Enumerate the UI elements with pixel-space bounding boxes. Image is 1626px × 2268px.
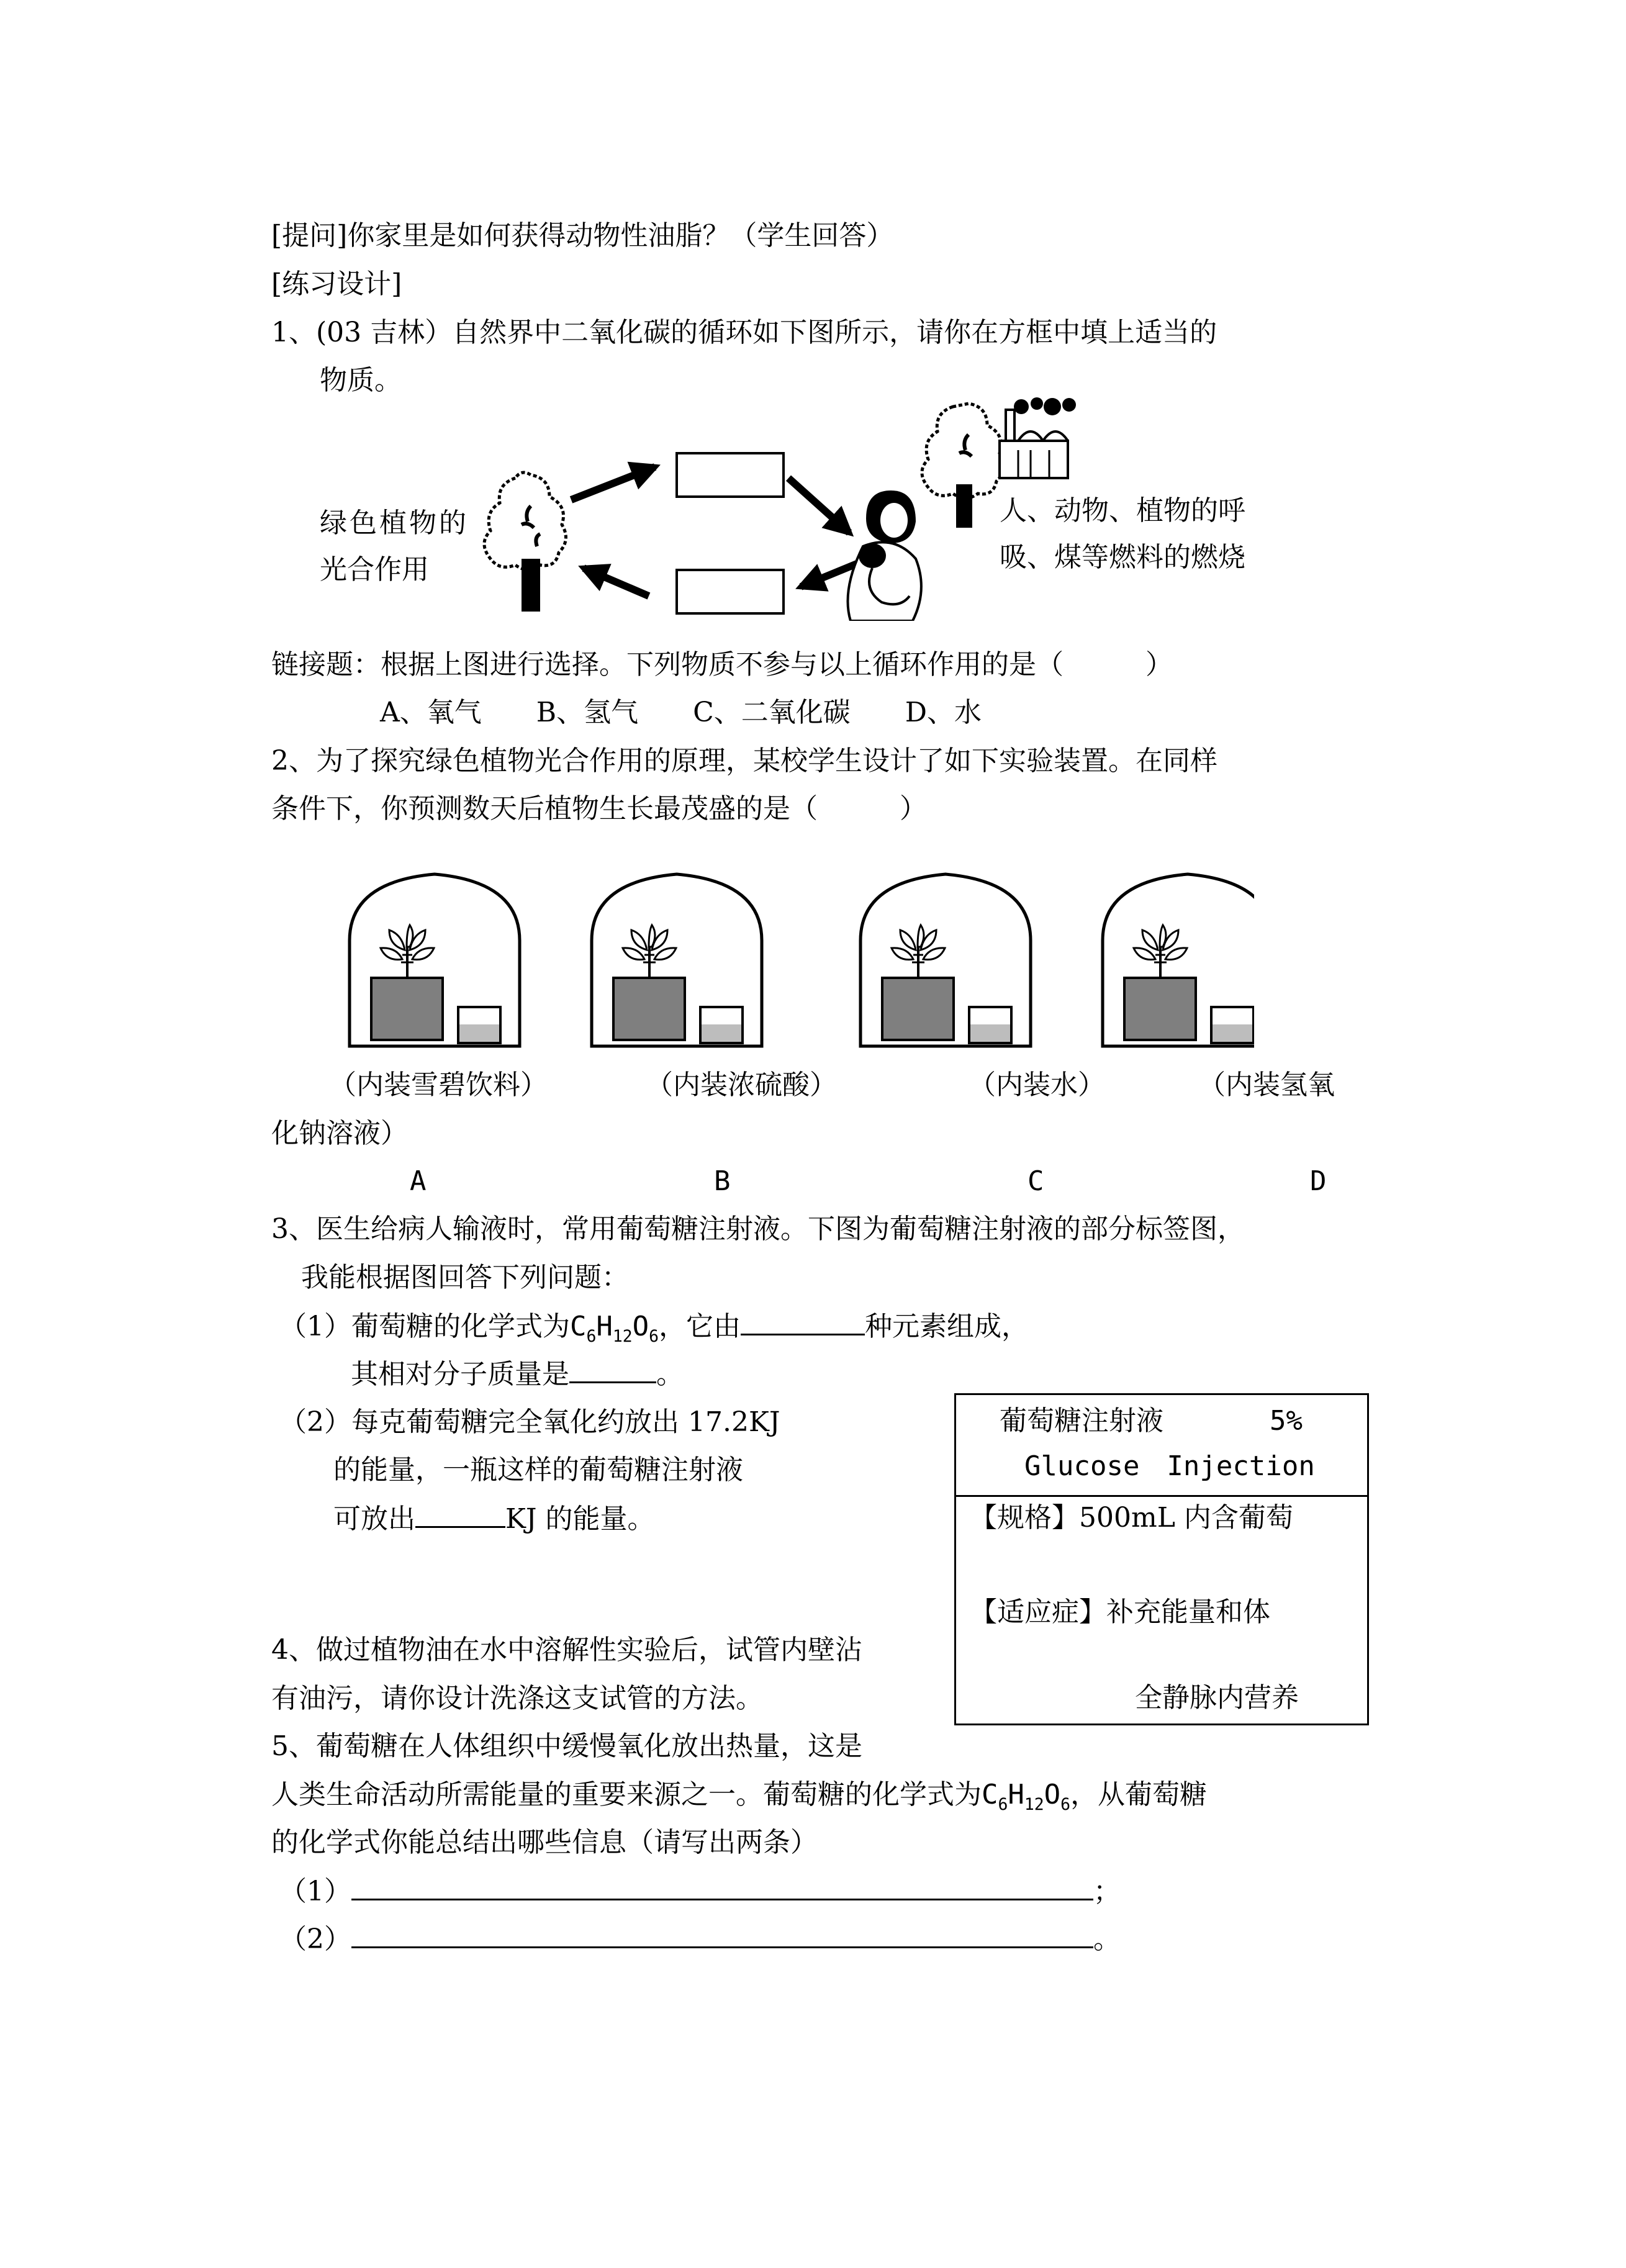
q3-part2-line1: （2）每克葡萄糖完全氧化约放出 17.2KJ [279, 1406, 780, 1438]
q5-line2-text-a: 人类生命活动所需能量的重要来源之一。葡萄糖的化学式为 [271, 1779, 982, 1810]
q3-part1-text-b: ，它由 [659, 1311, 741, 1342]
answer-2-prefix: （2） [279, 1923, 351, 1955]
greenhouse-d [1103, 874, 1254, 1046]
q3-part1-line2-text-a: 其相对分子质量是 [351, 1358, 569, 1390]
q5-line-2 [271, 1778, 1207, 1822]
section-title: [练习设计] [271, 268, 402, 300]
arrow-to-upper-box [571, 467, 655, 500]
caption-a: （内装雪碧饮料） [329, 1069, 548, 1101]
label-title: 葡萄糖注射液 [1000, 1405, 1163, 1437]
upper-answer-box[interactable] [677, 453, 784, 497]
q3-part1-line2 [351, 1357, 684, 1392]
q3-part1-text-a: （1）葡萄糖的化学式为 [279, 1311, 570, 1342]
caption-b: （内装浓硫酸） [646, 1069, 837, 1101]
answer-2-suffix: 。 [1093, 1923, 1121, 1955]
q4-line-1: 4、做过植物油在水中溶解性实验后，试管内壁沾 [271, 1634, 862, 1666]
glucose-label [954, 1393, 1369, 1725]
molecular-mass-blank[interactable] [569, 1357, 656, 1383]
q1-options: A、氧气 B、氢气 C、二氧化碳 D、水 [380, 697, 982, 728]
q3-line-2: 我能根据图回答下列问题： [301, 1262, 629, 1293]
greenhouse-b [592, 874, 762, 1046]
q4-line-2: 有油污，请你设计洗涤这支试管的方法。 [271, 1683, 763, 1714]
q3-part2-line3-text-b: KJ 的能量。 [505, 1503, 655, 1535]
letter-d: D [1310, 1165, 1327, 1197]
respiration-label-1: 人、动物、植物的呼 [1000, 495, 1245, 526]
letter-c: C [1028, 1165, 1044, 1197]
answer-1-blank[interactable] [351, 1874, 1093, 1900]
arrow-to-left-tree [584, 568, 649, 596]
q1-line-2: 物质。 [320, 364, 402, 396]
label-percent: 5% [1270, 1405, 1303, 1437]
q3-part1-line1 [279, 1309, 1029, 1354]
right-tree-icon [922, 404, 1003, 528]
mother-child-icon [848, 490, 921, 621]
glucose-formula: $C_6H_{12}O_6$ [570, 1311, 659, 1346]
letter-a: A [410, 1165, 427, 1197]
q3-part2-line3 [333, 1501, 655, 1537]
q5-line-1: 5、葡萄糖在人体组织中缓慢氧化放出热量，这是 [271, 1730, 862, 1762]
q3-part2-line2: 的能量，一瓶这样的葡萄糖注射液 [333, 1454, 743, 1486]
label-divider [956, 1495, 1367, 1497]
q5-line-3: 的化学式你能总结出哪些信息（请写出两条） [271, 1827, 818, 1858]
label-nutrition: 全静脉内营养 [1135, 1682, 1299, 1714]
label-english: Glucose Injection [1024, 1450, 1315, 1482]
caption-d-part2: 化钠溶液） [271, 1118, 408, 1149]
photosynthesis-label-2: 光合作用 [320, 554, 429, 585]
answer-1-suffix: ； [1093, 1876, 1121, 1907]
energy-blank[interactable] [415, 1501, 505, 1528]
label-spec: 【规格】500mL 内含葡萄 [970, 1502, 1293, 1534]
left-tree-icon [484, 472, 566, 612]
caption-c: （内装水） [969, 1069, 1105, 1101]
q1-line-1: 1、(03 吉林）自然界中二氧化碳的循环如下图所示，请你在方框中填上适当的 [271, 317, 1217, 348]
answer-2-blank[interactable] [351, 1922, 1093, 1948]
q2-line-2: 条件下，你预测数天后植物生长最茂盛的是（ ） [271, 793, 927, 825]
photosynthesis-label-1: 绿色植物的 [320, 507, 469, 539]
caption-d-part1: （内装氢氧 [1198, 1069, 1335, 1101]
lower-answer-box[interactable] [677, 570, 784, 613]
q5-answer-1 [279, 1874, 1121, 1909]
q5-answer-2 [279, 1922, 1121, 1957]
factory-icon [1000, 397, 1076, 478]
glucose-formula-2: $C_6H_{12}O_6$ [982, 1779, 1071, 1814]
greenhouse-c [860, 874, 1031, 1046]
q3-part1-line2-text-b: 。 [656, 1358, 684, 1390]
link-question: 链接题：根据上图进行选择。下列物质不参与以上循环作用的是（ ） [271, 649, 1173, 680]
answer-1-prefix: （1） [279, 1876, 351, 1907]
q2-line-1: 2、为了探究绿色植物光合作用的原理，某校学生设计了如下实验装置。在同样 [271, 745, 1217, 777]
q3-part2-line3-text-a: 可放出 [333, 1503, 415, 1535]
q5-line2-text-b: ，从葡萄糖 [1070, 1779, 1208, 1810]
label-indication: 【适应症】补充能量和体 [970, 1596, 1270, 1628]
q3-part1-text-c: 种元素组成， [865, 1311, 1029, 1342]
arrow-to-person [788, 478, 849, 533]
q3-line-1: 3、医生给病人输液时，常用葡萄糖注射液。下图为葡萄糖注射液的部分标签图， [271, 1213, 1245, 1245]
letter-b: B [714, 1165, 731, 1197]
question-line: [提问]你家里是如何获得动物性油脂？（学生回答） [271, 220, 894, 251]
greenhouse-row [348, 869, 1254, 1049]
greenhouse-a [350, 874, 520, 1046]
respiration-label-2: 吸、煤等燃料的燃烧 [1000, 541, 1245, 573]
element-count-blank[interactable] [741, 1309, 865, 1335]
